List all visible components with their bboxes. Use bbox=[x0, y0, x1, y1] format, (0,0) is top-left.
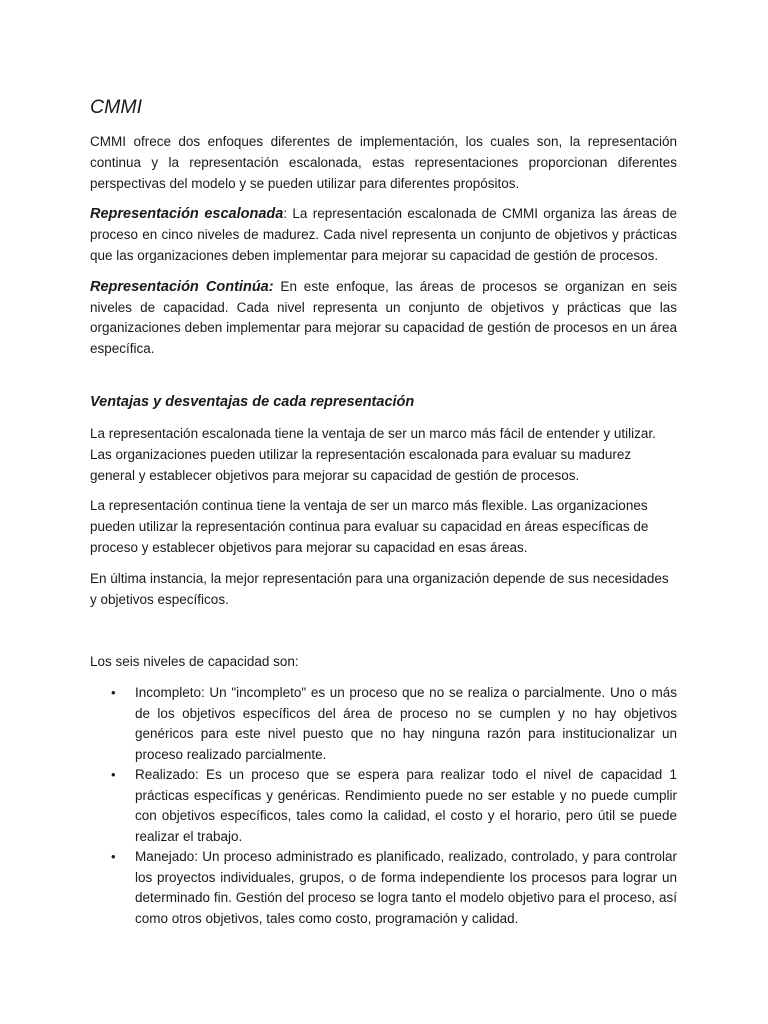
bullet-icon: • bbox=[111, 849, 116, 865]
advantages-paragraph-conclusion: En última instancia, la mejor representación para una organización depende de sus necesidades y objetivos específicos. bbox=[90, 570, 669, 607]
intro-paragraph: CMMI ofrece dos enfoques diferentes de implementación, los cuales son, la representación continua y la representación escalonada, estas representaciones proporcionan diferentes perspectivas del modelo y se pueden utilizar para diferentes propósitos. bbox=[90, 134, 677, 191]
advantages-paragraph-staged: La representación escalonada tiene la ventaja de ser un marco más fácil de entender y utilizar. Las organizaciones pueden utilizar la representación escalonada para evaluar su madurez general y establecer objetivos para mejorar su capacidad de gestión de procesos. bbox=[90, 425, 656, 483]
advantages-heading: Ventajas y desventajas de cada representación bbox=[90, 393, 415, 410]
list-item bbox=[90, 847, 677, 929]
staged-colon: : bbox=[283, 206, 288, 222]
list-item-text: Incompleto: Un "incompleto" es un proceso que no se realiza o parcialmente. Uno o más de los objetivos específicos del área de proceso no se cumplen y no hay objetivos genéricos para este nivel puesto que no hay ninguna razón para institucionalizar un proceso realizado parcialmente. bbox=[135, 685, 677, 762]
list-item-text: Manejado: Un proceso administrado es planificado, realizado, controlado, y para controlar los proyectos individuales, grupos, o de forma independiente los procesos para lograr un determinado fin. Gestión del proceso se logra tanto el modelo objetivo para el proceso, así como otros objetivos, tales como costo, programación y calidad. bbox=[135, 849, 677, 926]
staged-text: La representación escalonada de CMMI organiza las áreas de proceso en cinco niveles de madurez. Cada nivel representa un conjunto de objetivos y prácticas que las organizaciones deben implementar para mejorar su capacidad de gestión de procesos. bbox=[90, 206, 677, 263]
continuous-label: Representación Continúa: bbox=[90, 278, 274, 295]
staged-label: Representación escalonada bbox=[90, 206, 284, 223]
staged-paragraph bbox=[90, 204, 677, 266]
bullet-icon: • bbox=[111, 685, 116, 701]
advantages-paragraph-continuous: La representación continua tiene la ventaja de ser un marco más flexible. Las organizaciones pueden utilizar la representación continua para evaluar su capacidad en áreas específicas de proceso y establecer objetivos para mejorar su capacidad en esas áreas. bbox=[90, 498, 649, 555]
section-spacer bbox=[90, 620, 677, 652]
continuous-text: En este enfoque, las áreas de procesos se organizan en seis niveles de capacidad. Cada nivel representa un conjunto de objetivos y prácticas que las organizaciones deben implementar para mejorar su capacidad de gestión de procesos en un área específica. bbox=[90, 278, 677, 357]
bullet-icon: • bbox=[111, 767, 116, 783]
list-item bbox=[90, 765, 677, 847]
capability-levels-list bbox=[90, 683, 677, 929]
levels-intro: Los seis niveles de capacidad son: bbox=[90, 654, 299, 670]
list-item-text: Realizado: Es un proceso que se espera para realizar todo el nivel de capacidad 1 prácticas específicas y genéricas. Rendimiento puede no ser estable y no puede cumplir con objetivos específicos, tales como la calidad, el costo y el horario, pero útil se puede realizar el trabajo. bbox=[135, 767, 677, 844]
document-title: CMMI bbox=[90, 96, 142, 118]
continuous-paragraph bbox=[90, 277, 677, 360]
list-item bbox=[90, 683, 677, 765]
